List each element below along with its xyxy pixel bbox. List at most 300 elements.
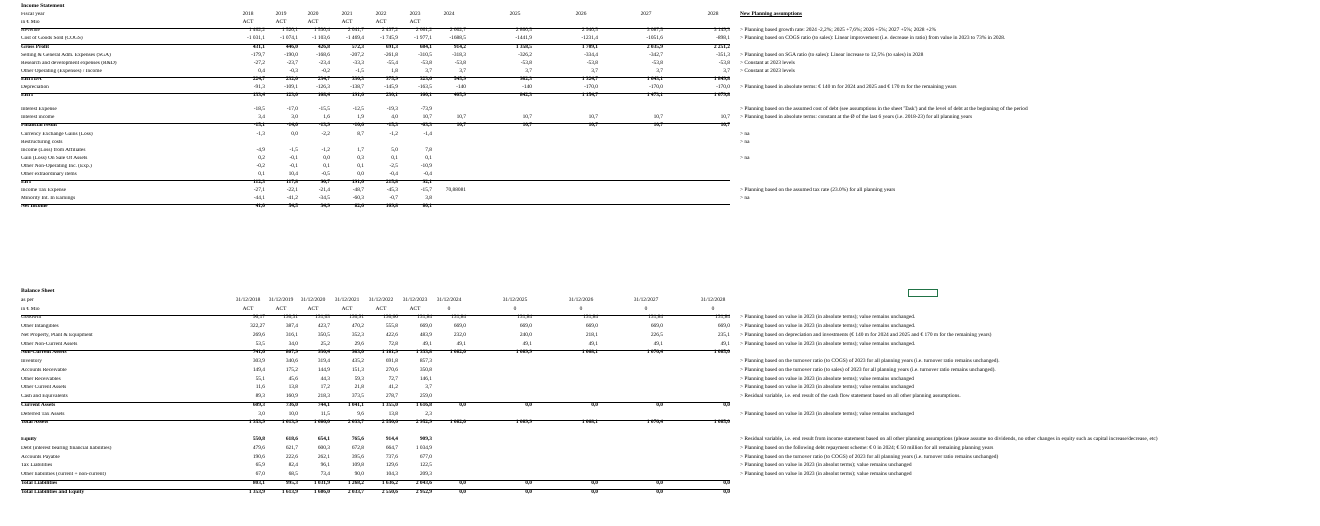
value-cell[interactable]: 303,9 (252, 358, 265, 364)
row-label[interactable]: Other liabilities (current + non-current) (21, 472, 106, 477)
value-cell[interactable]: -22,1 (286, 187, 298, 194)
assumption-note[interactable]: > Planning based on SGA ratio (to sales): Linear increase to 12,5% (to sales) in 2028 (740, 51, 924, 58)
value-cell[interactable]: 11,5 (320, 410, 330, 417)
value-cell[interactable]: 0,0 (459, 401, 466, 408)
header-cell[interactable]: 31/12/2025 (502, 296, 528, 303)
assumption-note[interactable]: > Planning based on the turnover ratio (to sales) of 2023 for all planning years (i.e. turnover ratio remains unchanged). (740, 366, 996, 373)
value-cell[interactable]: 1 082,0 (449, 419, 466, 426)
value-cell[interactable]: 470,2 (351, 323, 364, 329)
value-cell[interactable]: 930,4 (317, 349, 330, 356)
value-cell[interactable]: 672,8 (351, 444, 364, 451)
value-cell[interactable]: -4,9 (256, 146, 265, 153)
value-cell[interactable]: 59,3 (354, 375, 364, 382)
value-cell[interactable]: -63,3 (420, 122, 432, 129)
value-cell[interactable]: -190,0 (284, 51, 298, 58)
value-cell[interactable]: 446,0 (285, 43, 298, 50)
row-label[interactable]: Selling & General Adm. Expenses (SGA) (21, 52, 111, 58)
row-label[interactable]: Total Liabilities (21, 480, 58, 486)
value-cell[interactable]: 133,4 (252, 92, 265, 99)
value-cell[interactable]: -1688,5 (449, 35, 466, 42)
row-label[interactable]: Accounts Receivable (21, 367, 67, 373)
value-cell[interactable]: 109,8 (351, 462, 364, 469)
value-cell[interactable]: 909,3 (419, 436, 432, 442)
value-cell[interactable]: 669,0 (717, 323, 730, 329)
value-cell[interactable]: 1 616,8 (415, 401, 432, 408)
assumption-note[interactable]: > Planning based on the assumed tax rate (23.0%) for all planning years (740, 187, 896, 194)
value-cell[interactable]: 691,8 (385, 358, 398, 364)
row-label[interactable]: Goodwill (21, 315, 42, 321)
value-cell[interactable]: 0,2 (258, 154, 265, 161)
value-cell[interactable]: 89,3 (255, 393, 265, 399)
value-cell[interactable]: -0,2 (256, 162, 265, 169)
value-cell[interactable]: 1 034,9 (415, 444, 432, 451)
value-cell[interactable]: 190,6 (252, 453, 265, 460)
value-cell[interactable]: 10,7 (456, 122, 466, 129)
value-cell[interactable]: 232,0 (285, 75, 298, 82)
value-cell[interactable]: 1 324,7 (581, 75, 598, 82)
value-cell[interactable]: 131,84 (417, 314, 432, 321)
value-cell[interactable]: 10,7 (653, 122, 663, 129)
value-cell[interactable]: 226,5 (650, 331, 663, 338)
value-cell[interactable]: 10,7 (653, 114, 663, 121)
value-cell[interactable]: 0,0 (656, 401, 663, 408)
value-cell[interactable]: 8,7 (357, 130, 364, 137)
value-cell[interactable]: 117,8 (286, 179, 298, 186)
assumption-note[interactable]: > na (740, 130, 750, 137)
value-cell[interactable]: -109,1 (284, 84, 298, 90)
value-cell[interactable]: 3,7 (459, 67, 466, 74)
header-cell[interactable]: 2019 (275, 11, 287, 18)
value-cell[interactable]: 350,5 (317, 331, 330, 338)
value-cell[interactable]: -53,8 (586, 59, 598, 66)
value-cell[interactable]: 130,91 (349, 314, 364, 321)
value-cell[interactable]: -44,1 (253, 195, 265, 202)
row-label[interactable]: Gain (Loss) On Sale Of Assets (21, 155, 88, 161)
value-cell[interactable]: 2 033,7 (347, 488, 364, 495)
value-cell[interactable]: 0,0 (591, 479, 598, 486)
value-cell[interactable]: 151,3 (351, 366, 364, 373)
value-cell[interactable]: 1 613,9 (281, 488, 298, 495)
value-cell[interactable]: 130,66 (383, 314, 398, 321)
value-cell[interactable]: 3,0 (258, 410, 265, 417)
value-cell[interactable]: 2 437,2 (381, 27, 398, 34)
value-cell[interactable]: 0,0 (357, 171, 364, 177)
value-cell[interactable]: 1 849,8 (713, 75, 730, 82)
assumption-note[interactable]: > Planning based on the turnover ratio (to COGS) of 2023 for all planning years (i.e. turnover ratio remains unchanged) (740, 453, 999, 460)
value-cell[interactable]: -334,4 (584, 51, 598, 58)
value-cell[interactable]: -18,5 (253, 106, 265, 113)
value-cell[interactable]: 240,0 (519, 331, 532, 338)
value-cell[interactable]: -53,8 (454, 59, 466, 66)
value-cell[interactable]: 1 613,9 (281, 419, 298, 426)
row-label[interactable]: Other extraordinary items (21, 172, 77, 177)
row-label[interactable]: Other Current Assets (21, 385, 67, 391)
value-cell[interactable]: 0,1 (357, 162, 364, 169)
value-cell[interactable]: -168,6 (316, 51, 330, 58)
value-cell[interactable]: 10,7 (588, 122, 598, 129)
value-cell[interactable]: 45,6 (288, 375, 298, 382)
value-cell[interactable]: -1 103,6 (312, 35, 330, 42)
value-cell[interactable]: 0,0 (723, 401, 730, 408)
header-cell[interactable]: 2021 (341, 11, 353, 18)
value-cell[interactable]: -14,0 (286, 122, 298, 129)
value-cell[interactable]: -15,5 (318, 106, 330, 113)
header-cell[interactable]: ACT (275, 305, 287, 312)
header-cell[interactable]: 0 (711, 305, 715, 312)
value-cell[interactable]: 1 076,4 (646, 349, 663, 356)
value-cell[interactable]: 10,7 (588, 114, 598, 121)
value-cell[interactable]: 44,3 (320, 375, 330, 382)
value-cell[interactable]: 423,7 (317, 323, 330, 329)
value-cell[interactable]: 1 068,1 (581, 419, 598, 426)
value-cell[interactable]: -0,4 (423, 171, 432, 177)
value-cell[interactable]: 123,0 (285, 92, 298, 99)
assumption-note[interactable]: > Residual variable, i.e. end result from income statement based on all other planning assumptions (please assume no dividends, no other changes in equity such as capital increase/decrease, etc) (740, 436, 1158, 442)
value-cell[interactable]: -207,2 (350, 51, 364, 58)
value-cell[interactable]: 1 041,1 (347, 401, 364, 408)
value-cell[interactable]: 72,8 (388, 340, 398, 347)
header-cell[interactable]: 31/12/2028 (700, 296, 726, 303)
value-cell[interactable]: -351,3 (716, 51, 730, 58)
value-cell[interactable]: 218,1 (585, 331, 598, 338)
value-cell[interactable]: -1,3 (256, 130, 265, 137)
value-cell[interactable]: 234,7 (317, 75, 330, 82)
value-cell[interactable]: 387,4 (285, 323, 298, 329)
value-cell[interactable]: -53,8 (420, 59, 432, 66)
value-cell[interactable]: 0,0 (525, 479, 532, 486)
value-cell[interactable]: 669,0 (519, 323, 532, 329)
value-cell[interactable]: -1,5 (289, 146, 298, 153)
row-label[interactable]: EBITDA (21, 76, 42, 82)
value-cell[interactable]: 1 353,9 (248, 488, 265, 495)
row-label[interactable]: Interest income (21, 115, 55, 121)
value-cell[interactable]: 160,1 (419, 92, 432, 99)
row-label[interactable]: Cash and Equivalents (21, 394, 68, 399)
value-cell[interactable]: 131,84 (451, 314, 466, 321)
assumption-note[interactable]: > Planning based on value in 2023 (in absolute terms); value remains unchanged. (740, 340, 916, 347)
value-cell[interactable]: 1 355,0 (381, 401, 398, 408)
value-cell[interactable]: 545,9 (453, 75, 466, 82)
value-cell[interactable]: 175,2 (285, 366, 298, 373)
row-label[interactable]: Total Liabilities and Equity (21, 489, 85, 495)
value-cell[interactable]: 10,7 (522, 122, 532, 129)
value-cell[interactable]: 131,84 (715, 314, 730, 321)
value-cell[interactable]: 13,8 (388, 410, 398, 417)
value-cell[interactable]: 34,0 (288, 340, 298, 347)
assumption-note[interactable]: > Planning based on the assumed cost of debt (see assumptions in the sheet 'Task') and the level of debt at the beginning of the period (740, 106, 1028, 113)
value-cell[interactable]: 2 661,2 (415, 27, 432, 34)
value-cell[interactable]: 431,1 (252, 43, 265, 50)
value-cell[interactable]: -34,5 (318, 195, 330, 202)
value-cell[interactable]: 2 952,9 (415, 488, 432, 495)
header-cell[interactable]: 0 (513, 305, 517, 312)
value-cell[interactable]: 669,0 (453, 323, 466, 329)
value-cell[interactable]: -1,2 (389, 130, 398, 137)
value-cell[interactable]: -0,5 (321, 171, 330, 177)
value-cell[interactable]: 131,84 (583, 314, 598, 321)
value-cell[interactable]: 395,6 (351, 453, 364, 460)
value-cell[interactable]: 2 033,7 (347, 419, 364, 426)
value-cell[interactable]: 9,6 (357, 410, 364, 417)
value-cell[interactable]: 1 709,1 (581, 43, 598, 50)
header-cell[interactable]: 31/12/2019 (268, 296, 294, 303)
value-cell[interactable]: 684,1 (419, 43, 432, 50)
value-cell[interactable]: -1 745,9 (380, 35, 398, 42)
header-cell[interactable]: 31/12/2018 (235, 296, 261, 303)
value-cell[interactable]: 2 800,5 (515, 27, 532, 34)
value-cell[interactable]: -17,0 (286, 106, 298, 113)
assumption-note[interactable]: > Residual variable, i.e. end result of the cash flow statement based on all other planning assumptions. (740, 393, 961, 399)
value-cell[interactable]: 677,0 (419, 453, 432, 460)
value-cell[interactable]: 55,1 (255, 375, 265, 382)
header-cell[interactable]: ACT (307, 19, 319, 26)
value-cell[interactable]: 149,4 (252, 366, 265, 373)
value-cell[interactable]: -1,2 (321, 146, 330, 153)
value-cell[interactable]: 82,6 (354, 203, 364, 210)
value-cell[interactable]: -12,5 (352, 106, 364, 113)
header-cell[interactable]: 31/12/2026 (568, 296, 594, 303)
value-cell[interactable]: 34,9 (320, 203, 330, 210)
value-cell[interactable]: 3 087,5 (646, 27, 663, 34)
value-cell[interactable]: 1 333,8 (415, 349, 432, 356)
value-cell[interactable]: 0,1 (258, 171, 265, 177)
header-cell[interactable]: 0 (644, 305, 648, 312)
value-cell[interactable]: 1 089,9 (515, 349, 532, 356)
value-cell[interactable]: -15,3 (386, 122, 398, 129)
header-cell[interactable]: ACT (275, 19, 287, 26)
selected-cell[interactable] (908, 289, 938, 297)
value-cell[interactable]: -33,3 (352, 59, 364, 66)
value-cell[interactable]: -15,7 (420, 187, 432, 194)
value-cell[interactable]: 621,7 (285, 444, 298, 451)
value-cell[interactable]: 316,1 (285, 331, 298, 338)
row-label[interactable]: Other Receivables (21, 376, 61, 382)
value-cell[interactable]: 4,0 (391, 114, 398, 121)
header-cell[interactable]: ACT (375, 19, 387, 26)
value-cell[interactable]: 842,3 (519, 92, 532, 99)
value-cell[interactable]: 49,1 (653, 340, 663, 347)
value-cell[interactable]: 1 473,1 (646, 92, 663, 99)
value-cell[interactable]: 669,0 (585, 323, 598, 329)
value-cell[interactable]: 664,7 (385, 444, 398, 451)
value-cell[interactable]: 572,3 (351, 43, 364, 50)
row-label[interactable]: Debt (interest bearing financial liabilities) (21, 445, 112, 451)
value-cell[interactable]: 1,9 (357, 114, 364, 121)
assumption-note[interactable]: > Planning based in absolute terms: constant at the Ø of the last 6 years (i.e. 2018-23) for all planning years (740, 114, 973, 121)
value-cell[interactable]: -2,5 (389, 162, 398, 169)
row-label[interactable]: Gross Profit (21, 44, 50, 50)
value-cell[interactable]: 262,1 (317, 453, 330, 460)
value-cell[interactable]: -126,3 (316, 84, 330, 90)
value-cell[interactable]: -0,1 (289, 154, 298, 161)
value-cell[interactable]: 278,7 (385, 393, 398, 399)
value-cell[interactable]: 230,1 (385, 92, 398, 99)
value-cell[interactable]: -13,9 (318, 122, 330, 129)
value-cell[interactable]: 49,1 (588, 340, 598, 347)
assumption-note[interactable]: > Planning based on depreciation and investments (€ 140 m for 2024 and 2025 and € 170 m for the remaining years) (740, 331, 992, 338)
header-cell[interactable]: ACT (242, 305, 254, 312)
value-cell[interactable]: 80,1 (422, 203, 432, 210)
value-cell[interactable]: -10,6 (352, 122, 364, 129)
value-cell[interactable]: -1 031,1 (247, 35, 265, 42)
value-cell[interactable]: 483,9 (419, 331, 432, 338)
value-cell[interactable]: -138,7 (350, 84, 364, 90)
header-cell[interactable]: 2025 (509, 11, 521, 18)
header-cell[interactable]: 2023 (409, 11, 421, 18)
row-label[interactable]: Restructuring costs (21, 139, 63, 145)
value-cell[interactable]: -1231,4 (581, 35, 598, 42)
value-cell[interactable]: 131,84 (517, 314, 532, 321)
value-cell[interactable]: -261,8 (384, 51, 398, 58)
value-cell[interactable]: 0,0 (656, 479, 663, 486)
value-cell[interactable]: -0,2 (321, 67, 330, 74)
value-cell[interactable]: 0,0 (591, 488, 598, 495)
row-label[interactable]: Revenue (21, 28, 40, 34)
value-cell[interactable]: 82,4 (288, 462, 298, 469)
value-cell[interactable]: -55,4 (386, 59, 398, 66)
value-cell[interactable]: 550,8 (252, 436, 265, 442)
value-cell[interactable]: 29,6 (354, 340, 364, 347)
value-cell[interactable]: 1,6 (323, 114, 330, 121)
value-cell[interactable]: 2,3 (425, 410, 432, 417)
header-cell[interactable]: 31/12/2023 (402, 296, 428, 303)
header-cell[interactable]: ACT (341, 305, 353, 312)
value-cell[interactable]: 224,7 (252, 75, 265, 82)
value-cell[interactable]: 600,3 (317, 444, 330, 451)
value-cell[interactable]: 3,7 (425, 384, 432, 391)
value-cell[interactable]: 0,3 (357, 154, 364, 161)
value-cell[interactable]: 215,8 (385, 179, 398, 186)
value-cell[interactable]: 72,7 (388, 375, 398, 382)
value-cell[interactable]: 422,6 (385, 331, 398, 338)
value-cell[interactable]: 737,6 (385, 453, 398, 460)
value-cell[interactable]: 3,7 (525, 67, 532, 74)
header-cell[interactable]: ACT (242, 19, 254, 26)
value-cell[interactable]: 191,6 (351, 179, 364, 186)
value-cell[interactable]: 10,4 (288, 171, 298, 177)
value-cell[interactable]: -27,1 (253, 187, 265, 194)
value-cell[interactable]: 1,8 (391, 67, 398, 74)
row-label[interactable]: Income (Loss) from Affiliates (21, 147, 86, 153)
value-cell[interactable]: -170,0 (649, 84, 663, 90)
assumption-note[interactable]: > Constant at 2023 levels (740, 67, 795, 74)
value-cell[interactable]: -326,2 (518, 51, 532, 58)
value-cell[interactable]: 0,0 (525, 401, 532, 408)
value-cell[interactable]: 49,1 (456, 340, 466, 347)
value-cell[interactable]: 1 520,1 (281, 27, 298, 34)
header-cell[interactable]: 31/12/2022 (368, 296, 394, 303)
value-cell[interactable]: 10,7 (720, 114, 730, 121)
value-cell[interactable]: -1 977,1 (414, 35, 432, 42)
row-label[interactable]: Equity (21, 437, 37, 442)
value-cell[interactable]: -15,1 (253, 122, 265, 129)
header-cell[interactable]: 31/12/2027 (633, 296, 659, 303)
value-cell[interactable]: -73,9 (420, 106, 432, 113)
header-cell[interactable]: 2028 (707, 11, 719, 18)
value-cell[interactable]: -342,7 (649, 51, 663, 58)
value-cell[interactable]: 21,8 (354, 384, 364, 391)
header-cell[interactable]: 0 (447, 305, 451, 312)
value-cell[interactable]: 1 358,5 (515, 43, 532, 50)
value-cell[interactable]: -318,3 (452, 51, 466, 58)
value-cell[interactable]: 0,0 (291, 130, 298, 137)
header-cell[interactable]: ACT (409, 19, 421, 26)
value-cell[interactable]: 1 085,0 (713, 349, 730, 356)
row-label[interactable]: EBT (21, 180, 32, 186)
value-cell[interactable]: 983,0 (351, 349, 364, 356)
value-cell[interactable]: 96,1 (320, 462, 330, 469)
value-cell[interactable]: -0,7 (389, 195, 398, 202)
value-cell[interactable]: 3,0 (291, 114, 298, 121)
value-cell[interactable]: 49,1 (522, 340, 532, 347)
value-cell[interactable]: 131,03 (315, 314, 330, 321)
assumption-note[interactable]: > Planning based in absolute terms: € 140 m for 2024 and 2025 and € 170 m for the remaining years (740, 84, 957, 90)
value-cell[interactable]: 609,3 (252, 401, 265, 408)
row-label[interactable]: EBIT (21, 93, 34, 99)
header-cell[interactable]: ACT (307, 305, 319, 312)
row-label[interactable]: Currency Exchange Gains (Loss) (21, 131, 93, 137)
header-cell[interactable]: ACT (341, 19, 353, 26)
value-cell[interactable]: 2 940,5 (581, 27, 598, 34)
header-cell[interactable]: 2018 (242, 11, 254, 18)
value-cell[interactable]: 741,6 (252, 349, 265, 356)
assumption-note[interactable]: > Planning based growth rate: 2024 -2,2%; 2025 +7,6%; 2026 +5%; 2027 +5%; 2028 +2% (740, 27, 937, 34)
value-cell[interactable]: 744,1 (317, 401, 330, 408)
value-cell[interactable]: 0,1 (391, 154, 398, 161)
value-cell[interactable]: -140 (522, 84, 532, 90)
value-cell[interactable]: 90,7 (320, 179, 330, 186)
value-cell[interactable]: 169,8 (385, 203, 398, 210)
value-cell[interactable]: 1 268,2 (347, 479, 364, 486)
value-cell[interactable]: 867,9 (285, 349, 298, 356)
value-cell[interactable]: 13,8 (288, 384, 298, 391)
value-cell[interactable]: 10,7 (456, 114, 466, 121)
row-label[interactable]: Interest Expense (21, 107, 57, 113)
value-cell[interactable]: 0,0 (459, 479, 466, 486)
row-label[interactable]: Other Intangibles (21, 324, 59, 329)
assumption-note[interactable]: > Planning based on value in 2023 (in absolute terms); value remains unchanged (740, 384, 915, 391)
assumption-note[interactable]: > Planning based on value in 2023 (in absolute terms); value remains unchanged (740, 410, 915, 417)
value-cell[interactable]: 146,1 (419, 375, 432, 382)
value-cell[interactable]: -23,4 (318, 59, 330, 66)
value-cell[interactable]: -1 469,4 (346, 35, 364, 42)
assumption-note[interactable]: > Constant at 2023 levels (740, 59, 795, 66)
value-cell[interactable]: 270,6 (385, 366, 398, 373)
value-cell[interactable]: 232,0 (453, 331, 466, 338)
row-label[interactable]: Tax Liabilities (21, 463, 53, 469)
value-cell[interactable]: -0,1 (289, 162, 298, 169)
value-cell[interactable]: 0,0 (723, 488, 730, 495)
value-cell[interactable]: 53,5 (255, 340, 265, 347)
value-cell[interactable]: 73,4 (320, 471, 330, 477)
value-cell[interactable]: 669,0 (419, 323, 432, 329)
value-cell[interactable]: 319,4 (317, 358, 330, 364)
value-cell[interactable]: 765,6 (351, 436, 364, 442)
value-cell[interactable]: 1 082,0 (449, 349, 466, 356)
value-cell[interactable]: 7,8 (425, 146, 432, 153)
row-label[interactable]: Other Operating (Expenses) / Income (21, 68, 102, 74)
row-label[interactable]: Financial result (21, 123, 57, 129)
value-cell[interactable]: 49,1 (720, 340, 730, 347)
value-cell[interactable]: 1 085,0 (713, 419, 730, 426)
row-label[interactable]: Net Property, Plant & Equipment (21, 332, 93, 338)
value-cell[interactable]: 3,7 (591, 67, 598, 74)
value-cell[interactable]: 2 043,6 (415, 479, 432, 486)
value-cell[interactable]: 122,5 (419, 462, 432, 469)
row-label[interactable]: Net Income (21, 204, 48, 210)
value-cell[interactable]: 1 462,2 (248, 27, 265, 34)
value-cell[interactable]: 555,8 (385, 323, 398, 329)
